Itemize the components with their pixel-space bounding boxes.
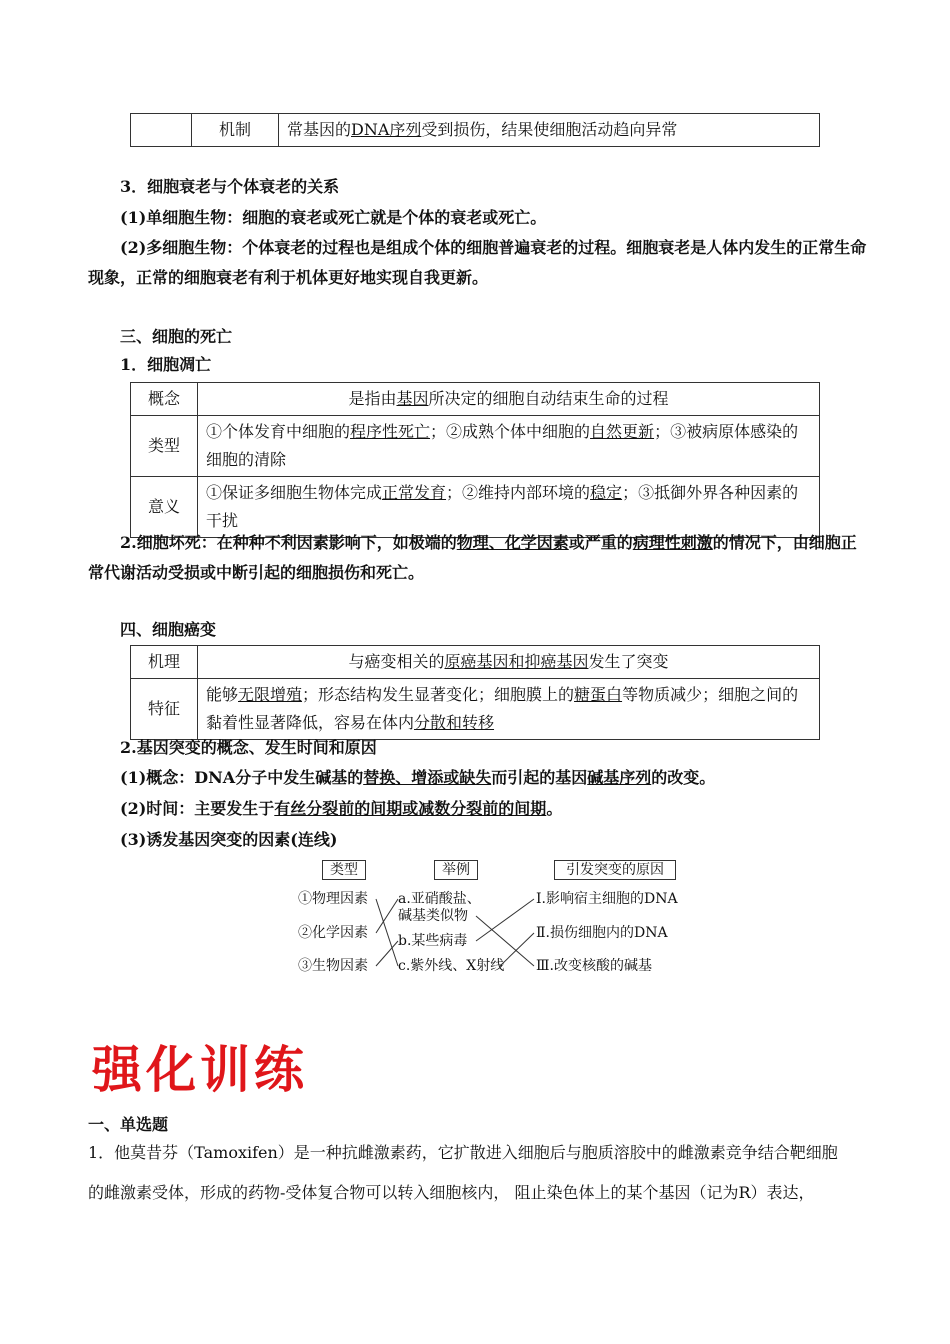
row-content: 是指由基因所决定的细胞自动结束生命的过程 bbox=[198, 383, 820, 416]
mutation-heading: 2.基因突变的概念、发生时间和原因 bbox=[120, 738, 377, 757]
diagram-mid-item: c.紫外线、X射线 bbox=[398, 958, 505, 974]
top-table-empty-cell bbox=[131, 114, 192, 147]
row-content: ①保证多细胞生物体完成正常发育；②维持内部环境的稳定；③抵御外界各种因素的干扰 bbox=[198, 477, 820, 538]
row-content: 与癌变相关的原癌基因和抑癌基因发生了突变 bbox=[198, 646, 820, 679]
cancer-table bbox=[130, 645, 820, 740]
link-line bbox=[376, 899, 398, 933]
diagram-header-cause: 引发突变的原因 bbox=[554, 860, 676, 880]
diagram-mid-item: a.亚硝酸盐、 bbox=[398, 891, 481, 907]
diagram-header-example: 举例 bbox=[434, 860, 478, 880]
top-table bbox=[130, 113, 820, 147]
diagram-right-item: Ⅱ.损伤细胞内的DNA bbox=[536, 925, 668, 941]
question-1-line-1: 1．他莫昔芬（Tamoxifen）是一种抗雌激素药，它扩散进入细胞后与胞质溶胶中的雌激素竞争结合靶细胞 bbox=[88, 1143, 838, 1162]
row-content: 能够无限增殖；形态结构发生显著变化；细胞膜上的糖蛋白等物质减少；细胞之间的黏着性显著降低，容易在体内分散和转移 bbox=[198, 679, 820, 740]
necrosis-paragraph: 2.细胞坏死：在种种不利因素影响下，如极端的物理、化学因素或严重的病理性刺激的情况下，由细胞正常代谢活动受损或中断引起的细胞损伤和死亡。 bbox=[88, 533, 857, 582]
row-label: 特征 bbox=[131, 679, 198, 740]
mutation-time: (2)时间：主要发生于有丝分裂前的间期或减数分裂前的间期。 bbox=[120, 799, 563, 818]
diagram-header-type: 类型 bbox=[322, 860, 366, 880]
section-3-p1: (1)单细胞生物：细胞的衰老或死亡就是个体的衰老或死亡。 bbox=[120, 208, 547, 227]
training-title: 强化训练 bbox=[92, 1041, 308, 1099]
row-content: ①个体发育中细胞的程序性死亡；②成熟个体中细胞的自然更新；③被病原体感染的细胞的清除 bbox=[198, 416, 820, 477]
row-label: 意义 bbox=[131, 477, 198, 538]
row-label: 类型 bbox=[131, 416, 198, 477]
table-row bbox=[131, 646, 820, 679]
diagram-left-item: ③生物因素 bbox=[298, 958, 368, 974]
link-line bbox=[376, 899, 398, 966]
section-3-p2: (2)多细胞生物：个体衰老的过程也是组成个体的细胞普遍衰老的过程。细胞衰老是人体内发生的正常生命现象，正常的细胞衰老有利于机体更好地实现自我更新。 bbox=[88, 238, 867, 287]
section-3-heading: 3．细胞衰老与个体衰老的关系 bbox=[120, 177, 340, 196]
diagram-connecting-lines bbox=[290, 858, 690, 983]
link-line bbox=[376, 941, 398, 966]
mutation-concept: (1)概念：DNA分子中发生碱基的替换、增添或缺失而引起的基因碱基序列的改变。 bbox=[120, 768, 716, 787]
diagram-left-item: ①物理因素 bbox=[298, 891, 368, 907]
table-row bbox=[131, 416, 820, 477]
link-line bbox=[476, 899, 534, 941]
matching-diagram bbox=[290, 858, 690, 983]
top-table-content: 常基因的DNA序列受到损伤，结果使细胞活动趋向异常 bbox=[279, 114, 820, 147]
diagram-left-item: ②化学因素 bbox=[298, 925, 368, 941]
row-label: 概念 bbox=[131, 383, 198, 416]
row-label: 机理 bbox=[131, 646, 198, 679]
section-death-heading: 三、细胞的死亡 bbox=[120, 327, 233, 346]
section-cancer-heading: 四、细胞癌变 bbox=[120, 620, 217, 639]
question-1-line-2: 的雌激素受体，形成的药物-受体复合物可以转入细胞核内， 阻止染色体上的某个基因（记为R）表达， bbox=[88, 1183, 815, 1202]
diagram-mid-item: b.某些病毒 bbox=[398, 933, 468, 949]
table-row bbox=[131, 383, 820, 416]
single-choice-heading: 一、单选题 bbox=[88, 1115, 169, 1134]
top-table-label-mechanism: 机制 bbox=[192, 114, 279, 147]
diagram-right-item: Ⅲ.改变核酸的碱基 bbox=[536, 958, 652, 974]
diagram-right-item: Ⅰ.影响宿主细胞的DNA bbox=[536, 891, 678, 907]
apoptosis-table bbox=[130, 382, 820, 538]
mutation-factors-heading: (3)诱发基因突变的因素(连线) bbox=[120, 830, 338, 849]
apoptosis-heading: 1．细胞凋亡 bbox=[120, 355, 212, 374]
diagram-mid-item: 碱基类似物 bbox=[398, 908, 468, 924]
table-row bbox=[131, 679, 820, 740]
